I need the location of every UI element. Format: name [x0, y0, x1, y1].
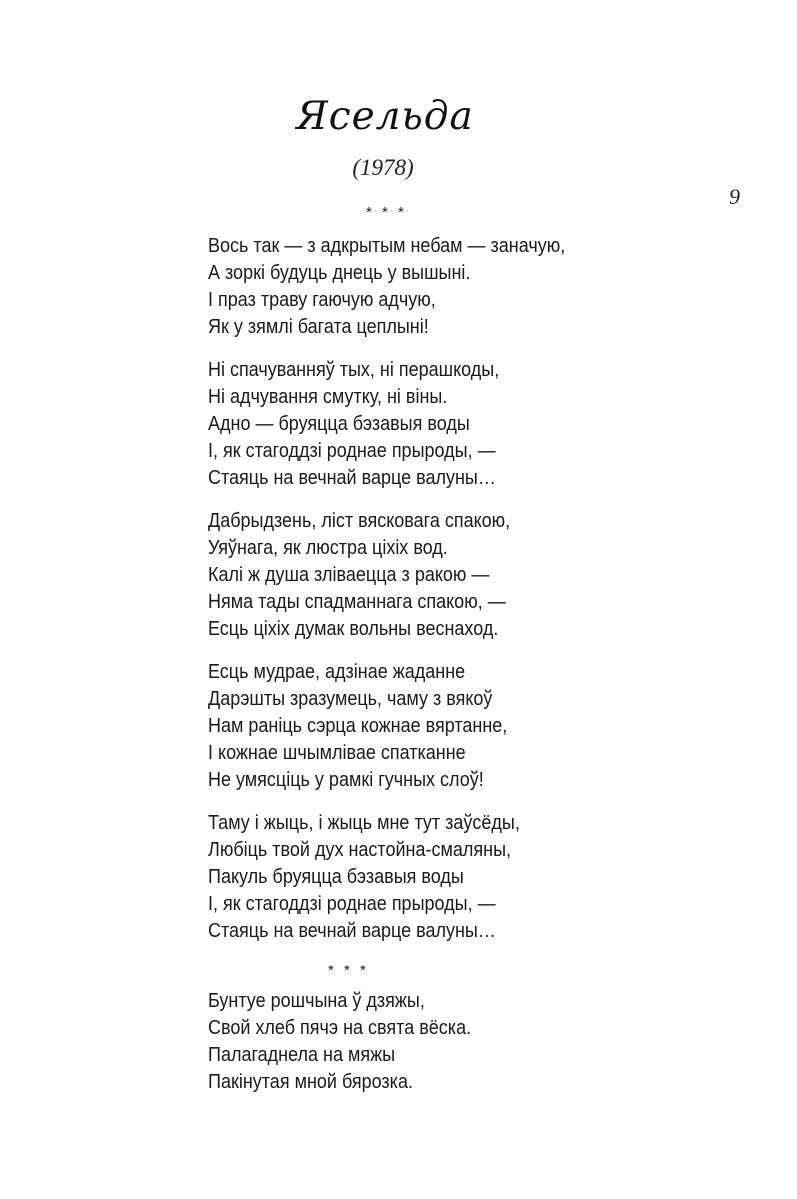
- section-year: (1978): [352, 155, 414, 180]
- poem-line: Стаяць на вечнай варце валуны…: [208, 467, 496, 489]
- poem-stanza: [208, 508, 712, 643]
- poem-line: І праз траву гаючую адчую,: [208, 289, 436, 311]
- poem-line: Ні адчування смутку, ні віны.: [208, 386, 448, 408]
- poem-line: Дарэшты зразумець, чаму з вякоў: [208, 688, 493, 710]
- poem-line: Няма тады спадманнага спакою, —: [208, 591, 506, 613]
- poem-stanza: [208, 357, 712, 492]
- poem-separator: * * *: [328, 962, 369, 979]
- poem-separator: * * *: [366, 204, 407, 221]
- poem-line: Бунтуе рошчына ў дзяжы,: [208, 990, 425, 1012]
- poem-text: [208, 988, 712, 1112]
- poem-line: Есць мудрае, адзінае жаданне: [208, 661, 466, 683]
- poem-line: Свой хлеб пячэ на свята вёска.: [208, 1017, 472, 1039]
- poem-line: Уяўнага, як люстра ціхіх вод.: [208, 537, 448, 559]
- poem-line: Дабрыдзень, ліст вясковага спакою,: [208, 510, 511, 532]
- poem-text: [208, 233, 712, 961]
- poem-line: І кожнае шчымлівае спатканне: [208, 742, 466, 764]
- poem-line: Пакуль бруяцца бэзавыя воды: [208, 866, 464, 888]
- poem-line: Вось так — з адкрытым небам — заначую,: [208, 235, 566, 257]
- poem-line: Таму і жыць, і жыць мне тут заўсёды,: [208, 812, 520, 834]
- poem-line: Адно — бруяцца бэзавыя воды: [208, 413, 470, 435]
- page-number: 9: [729, 184, 740, 209]
- poem-line: І, як стагоддзі роднае прыроды, —: [208, 893, 496, 915]
- poem-line: Не умясціць у рамкі гучных слоў!: [208, 769, 484, 791]
- poem-line: А зоркі будуць днець у вышыні.: [208, 262, 471, 284]
- poem-stanza: [208, 988, 712, 1096]
- poem-line: Як у зямлі багата цеплыні!: [208, 316, 429, 338]
- poem-line: Ні спачуванняў тых, ні перашкоды,: [208, 359, 500, 381]
- poem-line: Калі ж душа зліваецца з ракою —: [208, 564, 490, 586]
- poem-line: Палагаднела на мяжы: [208, 1044, 396, 1066]
- poem-line: Пакінутая мной бярозка.: [208, 1071, 413, 1093]
- poem-stanza: [208, 810, 712, 945]
- poem-line: Любіць твой дух настойна-смаляны,: [208, 839, 512, 861]
- poem-line: Стаяць на вечнай варце валуны…: [208, 920, 496, 942]
- poem-line: І, як стагоддзі роднае прыроды, —: [208, 440, 496, 462]
- section-title: Ясельда: [296, 94, 474, 139]
- poem-stanza: [208, 233, 712, 341]
- poem-line: Нам раніць сэрца кожнае вяртанне,: [208, 715, 508, 737]
- poem-stanza: [208, 659, 712, 794]
- poem-line: Есць ціхіх думак вольны веснаход.: [208, 618, 499, 640]
